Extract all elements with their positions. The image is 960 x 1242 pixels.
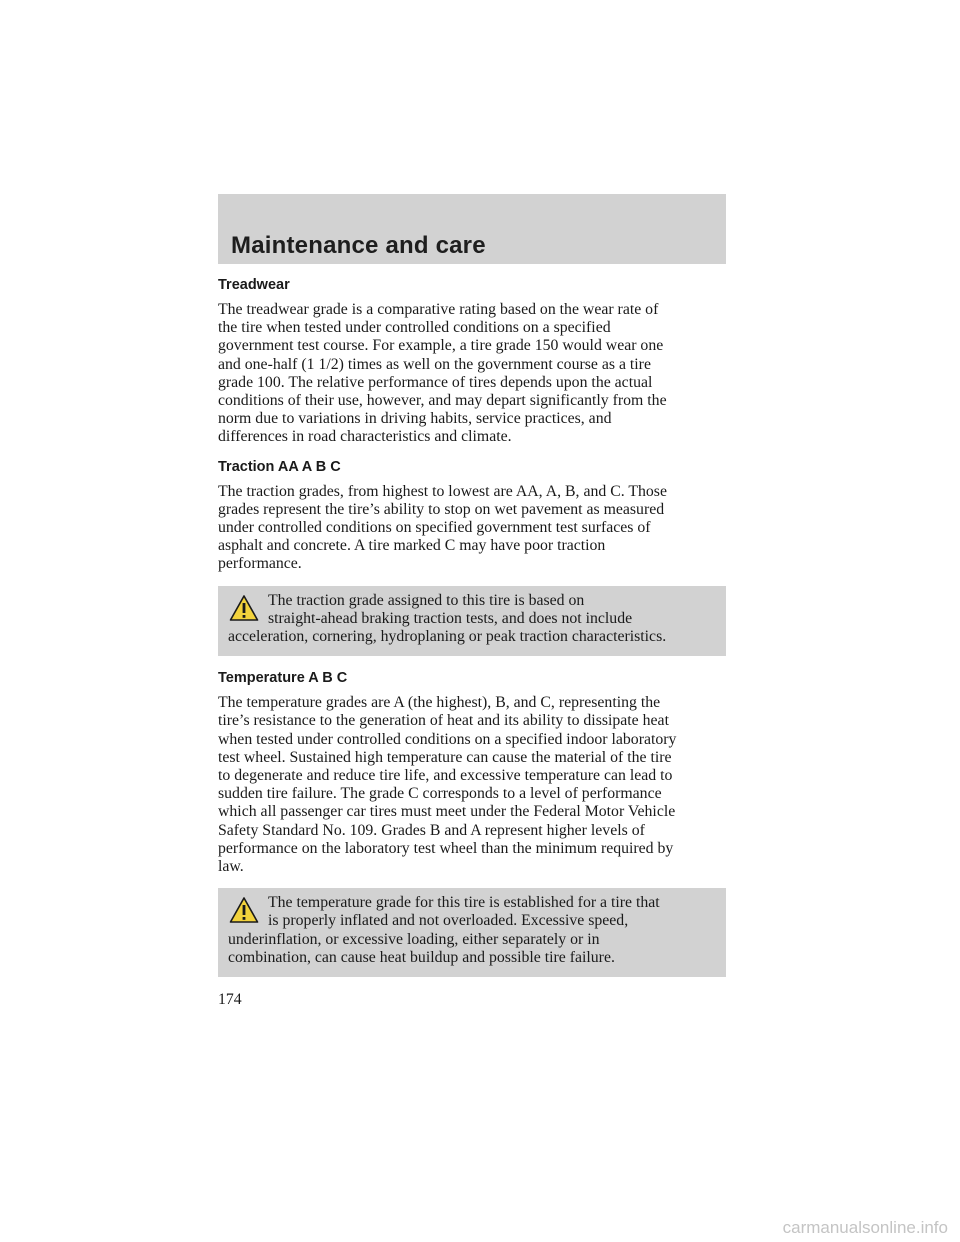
text-line: asphalt and concrete. A tire marked C may have poor traction [218,537,606,555]
warning-triangle-icon [229,896,259,924]
text-line: performance. [218,555,302,573]
text-line: acceleration, cornering, hydroplaning or peak traction characteristics. [228,628,667,646]
text-line: government test course. For example, a tire grade 150 would wear one [218,337,664,355]
temperature-warning-text [228,894,718,967]
traction-heading: Traction AA A B C [218,458,341,475]
warning-triangle-icon [229,594,259,622]
text-line: sudden tire failure. The grade C corresponds to a level of performance [218,785,662,803]
text-line: tire’s resistance to the generation of heat and its ability to dissipate heat [218,712,669,730]
text-line: conditions of their use, however, and may depart significantly from the [218,392,667,410]
text-line: The treadwear grade is a comparative rating based on the wear rate of [218,301,659,318]
treadwear-heading: Treadwear [218,277,290,293]
temperature-paragraph [218,694,726,876]
text-line: The traction grades, from highest to lowest are AA, A, B, and C. Those [218,482,667,500]
text-line: and one-half (1 1/2) times as well on the government course as a tire [218,355,651,373]
text-line: differences in road characteristics and climate. [218,428,512,446]
text-line: norm due to variations in driving habits, service practices, and [218,410,612,428]
page-content [218,277,726,991]
text-line: the tire when tested under controlled conditions on a specified [218,319,611,337]
section-header-band [218,194,726,264]
text-line: to degenerate and reduce tire life, and excessive temperature can lead to [218,767,673,785]
text-line: The traction grade assigned to this tire is based on [268,591,585,609]
page-number: 174 [218,991,242,1008]
text-line: Safety Standard No. 109. Grades B and A represent higher levels of [218,821,645,839]
text-line: The temperature grades are A (the highest), B, and C, representing the [218,694,661,712]
text-line: The temperature grade for this tire is established for a tire that [268,894,660,912]
text-line: under controlled conditions on specified government test surfaces of [218,519,651,537]
text-line: when tested under controlled conditions on a specified indoor laboratory [218,730,677,748]
temperature-heading: Temperature A B C [218,670,348,687]
traction-warning-text [228,592,718,647]
treadwear-paragraph [218,301,726,447]
section-title: Maintenance and care [231,232,486,259]
text-line: which all passenger car tires must meet under the Federal Motor Vehicle [218,803,676,821]
text-line: grade 100. The relative performance of tires depends upon the actual [218,373,653,391]
text-line: law. [218,858,244,876]
text-line: test wheel. Sustained high temperature can cause the material of the tire [218,748,672,766]
traction-warning-box [218,586,726,657]
text-line: performance on the laboratory test wheel than the minimum required by [218,839,674,857]
text-line: is properly inflated and not overloaded. Excessive speed, [268,912,629,930]
watermark: carmanualsonline.info [782,1218,948,1237]
text-line: grades represent the tire’s ability to stop on wet pavement as measured [218,500,665,518]
text-line: straight-ahead braking traction tests, and does not include [268,609,633,627]
text-line: underinflation, or excessive loading, either separately or in [228,930,600,948]
traction-paragraph [218,483,726,574]
text-line: combination, can cause heat buildup and possible tire failure. [228,948,615,966]
temperature-warning-box [218,888,726,977]
